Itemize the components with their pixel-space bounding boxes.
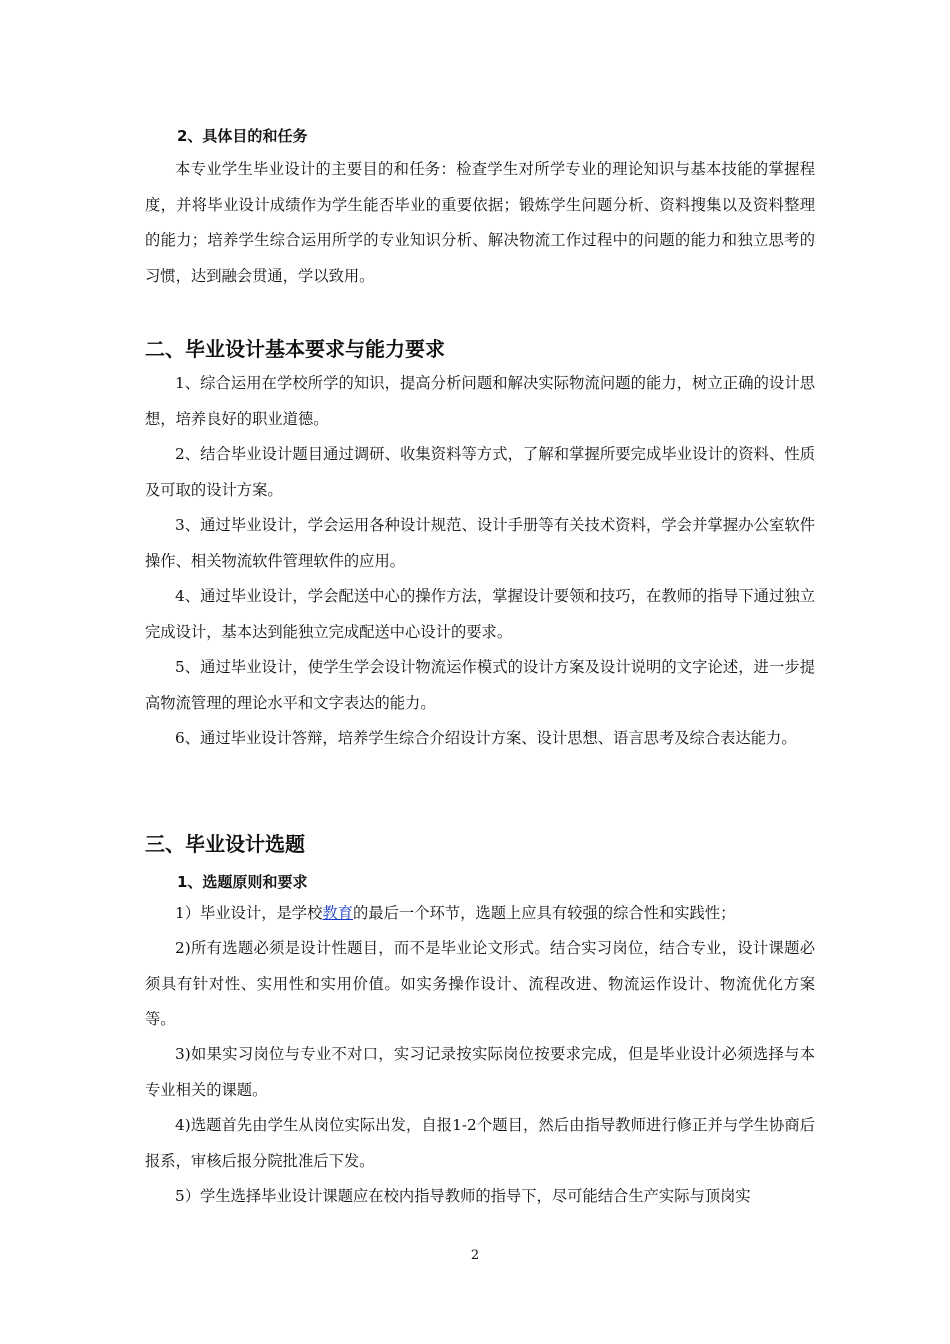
requirement-item-4: 4、通过毕业设计，学会配送中心的操作方法，掌握设计要领和技巧，在教师的指导下通过独立完成设计，基本达到能独立完成配送中心设计的要求。 bbox=[145, 587, 815, 641]
requirement-item-3: 3、通过毕业设计，学会运用各种设计规范、设计手册等有关技术资料，学会并掌握办公室软件操作、相关物流软件管理软件的应用。 bbox=[145, 516, 815, 570]
selection-rule-5: 5）学生选择毕业设计课题应在校内指导教师的指导下，尽可能结合生产实际与顶岗实 bbox=[175, 1187, 751, 1205]
goal-paragraph: 本专业学生毕业设计的主要目的和任务：检查学生对所学专业的理论知识与基本技能的掌握程度，并将毕业设计成绩作为学生能否毕业的重要依据；锻炼学生问题分析、资料搜集以及资料整理的能力；培养学生综合运用所学的专业知识分析、解决物流工作过程中的问题的能力和独立思考的习惯，达到融会贯通，学以致用。 bbox=[145, 160, 815, 285]
requirement-item-6: 6、通过毕业设计答辩，培养学生综合介绍设计方案、设计思想、语言思考及综合表达能力。 bbox=[175, 729, 797, 747]
rule1-text-after: 的最后一个环节，选题上应具有较强的综合性和实践性； bbox=[353, 904, 736, 922]
section3-heading: 三、毕业设计选题 bbox=[145, 832, 305, 856]
requirement-item-5: 5、通过毕业设计，使学生学会设计物流运作模式的设计方案及设计说明的文字论述，进一步提高物流管理的理论水平和文字表达的能力。 bbox=[145, 658, 815, 712]
goal-heading: 2、具体目的和任务 bbox=[177, 127, 308, 145]
requirement-item-1: 1、综合运用在学校所学的知识，提高分析问题和解决实际物流问题的能力，树立正确的设计思想，培养良好的职业道德。 bbox=[145, 374, 815, 428]
section2-heading: 二、毕业设计基本要求与能力要求 bbox=[145, 337, 445, 361]
education-link[interactable]: 教育 bbox=[322, 904, 354, 922]
selection-rule-3: 3)如果实习岗位与专业不对口，实习记录按实际岗位按要求完成，但是毕业设计必须选择与本专业相关的课题。 bbox=[145, 1045, 815, 1099]
selection-rule-2: 2)所有选题必须是设计性题目，而不是毕业论文形式。结合实习岗位，结合专业，设计课题必须具有针对性、实用性和实用价值。如实务操作设计、流程改进、物流运作设计、物流优化方案等。 bbox=[145, 939, 815, 1028]
section3-sub-heading: 1、选题原则和要求 bbox=[177, 873, 308, 891]
rule1-text-before: 1）毕业设计，是学校 bbox=[175, 904, 323, 922]
selection-rule-1 bbox=[145, 896, 815, 932]
selection-rule-4: 4)选题首先由学生从岗位实际出发，自报1-2个题目，然后由指导教师进行修正并与学生协商后报系，审核后报分院批准后下发。 bbox=[145, 1116, 815, 1170]
page-number: 2 bbox=[470, 1248, 480, 1263]
requirement-item-2: 2、结合毕业设计题目通过调研、收集资料等方式，了解和掌握所要完成毕业设计的资料、性质及可取的设计方案。 bbox=[145, 445, 815, 499]
